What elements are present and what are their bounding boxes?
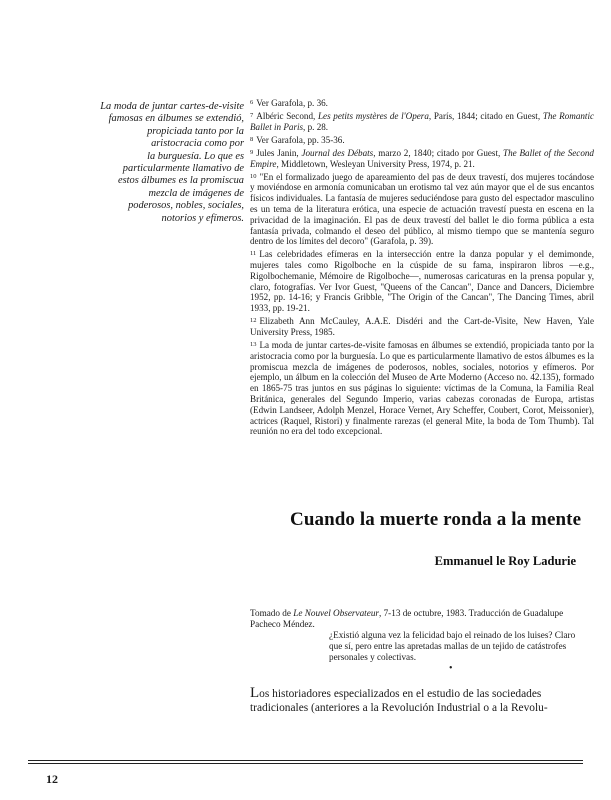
footnote-title: The Romantic Ballet in Paris [250,110,595,132]
footnote-11 [250,249,594,314]
source-text: Tomado de [250,608,294,618]
footnote-number: 10 [250,172,257,180]
footnote-text: Las celebridades efímeras en la intersección entre la danza popular y el demimonde, mujeres tales como Rigolboche en la cúspide de su fama, inspiraron libros —e.g., Rigolbochemanie, Mémoire de Rigolboche—, numerosas caricaturas en la prensa popular y, claro, fotografías. Ver Ivor Guest, "Queens of the Cancan", Dance and Dancers, Diciembre 1952, pp. 14-16; y Francis Gribble, "The Origin of the Cancan", The Dancing Times, abril 1933, pp. 19-21. [250,249,594,314]
sidenote-line: mezcla de imágenes de [148,187,244,199]
footnote-text: , marzo 2, 1840; citado por Guest, [373,147,504,158]
body-line-text: os historiadores especializados en el estudio de las sociedades [259,688,542,700]
footnote-number: 12 [250,317,257,325]
footnote-text: Ver Garafola, pp. 35-36. [256,134,345,145]
sidenote-line: particularmente llamativo de [122,163,244,175]
article-body [250,686,590,715]
sidenote-line: famosas en álbumes se extendió, [108,113,244,125]
source-text: , 7-13 de octubre, 1983. Traducción de Guadalupe Pacheco Méndez. [250,608,564,629]
bullet-ornament: • [449,663,453,674]
footnote-text: , París, 1844; citado en Guest, [428,110,543,121]
footnote-text: "En el formalizado juego de apareamiento del pas de deux travestí, dos mujeres tocándose y moviéndose en armonía comunicaban un erotismo tal vez aún mayor que el de sus encantos físicos individuales. La fantasía de mujeres seduciéndose para gusto del espectador masculino es un tema de la literatura erótica, una especie de actuación travestí puesta en escena en la privacidad de la imaginación. El pas de deux travestí del ballet le dio forma pública a esta fantasía privada, colmando el deseo del público, al mismo tiempo que se mantenía seguro dentro de los límites del decoro" (Garafola, p. 39). [250,171,594,247]
footnote-13 [250,340,594,437]
footnote-6 [250,98,594,109]
sidenote-line: La moda de juntar cartes-de-visite [100,101,244,112]
footnote-text: La moda de juntar cartes-de-visite famosas en álbumes se extendió, propiciada tanto por la aristocracia como por la burguesía. Lo que es particularmente llamativo de estos álbumes es la promiscua mezcla de imágenes de poderosos, nobles, sociales, notorios y efímeros. Por ejemplo, un álbum en la colección del Museo de Arte Moderno (Acceso no. 42.135), formado en 1865-75 tras juntos en sus páginas lo siguiente: víctimas de la Comuna, la Familia Real Británica, generales del Segundo Imperio, varias cabezas coronadas de Europa, artistas (Edwin Landseer, Adolph Menzel, Horace Vernet, Ary Scheffer, Coubert, Corot, Meissonier), actrices (Raquel, Ristori) y finalmente rarezas (el general Mite, la boda de Tom Thumb). Tal reunión no era del todo excepcional. [250,340,594,437]
footnote-10 [250,172,594,248]
footnote-number: 13 [250,341,257,349]
footnote-number: 11 [250,250,257,258]
sidenote-line: notorios y efímeros. [161,212,244,224]
footnotes-block [250,98,594,439]
footnote-text: , p. 28. [303,121,329,132]
sidenote-line: la burguesía. Lo que es [147,150,244,162]
source-note [250,608,590,630]
sidenote-line: poderosos, nobles, sociales, [128,200,244,212]
footnote-title: Journal des Débats [301,147,374,158]
article-title: Cuando la muerte ronda a la mente [290,509,582,530]
sidenote-line: propiciada tanto por la [147,125,244,137]
footnote-9 [250,148,594,170]
footer-rule-thick [28,763,583,764]
footnote-title: The Ballet of the Second Empire [250,147,594,169]
article-epigraph: ¿Existió alguna vez la felicidad bajo el reinado de los luises? Claro que sí, pero entre las apretadas mallas de un tejido de catástrofes personales y colectivas. [329,630,576,662]
footer-rule [28,760,583,761]
body-line [250,686,590,701]
footnote-12 [250,316,594,338]
footnote-number: 6 [250,99,254,106]
footnote-number: 8 [250,135,254,143]
footnote-text: Elizabeth Ann McCauley, A.A.E. Disdéri and the Cart-de-Visite, New Haven, Yale University Press, 1985. [250,316,594,338]
footnote-8 [250,135,594,146]
footnote-7 [250,111,594,133]
sidenote-line: aristocracia como por [151,138,244,150]
footnote-text: Jules Janin, [256,147,302,158]
article-author: Emmanuel le Roy Ladurie [434,554,576,568]
source-publication: Le Nouvel Observateur [293,608,379,618]
footnote-text: Ver Garafola, p. 36. [256,98,328,108]
drop-cap: L [250,685,260,701]
footnote-text: Albéric Second, [256,110,318,121]
footnote-number: 9 [250,148,254,156]
body-line: tradicionales (anteriores a la Revolución Industrial o a la Revolu- [250,702,548,714]
footnote-title: Les petits mystères de l'Opera [317,110,429,121]
footnote-number: 7 [250,111,254,119]
footnote-text: , Middletown, Wesleyan University Press, 1974, p. 21. [276,158,475,169]
sidenote-line: estos álbumes es la promiscua [117,175,244,187]
pull-quote-sidenote [18,101,244,225]
page-number: 12 [46,772,58,786]
